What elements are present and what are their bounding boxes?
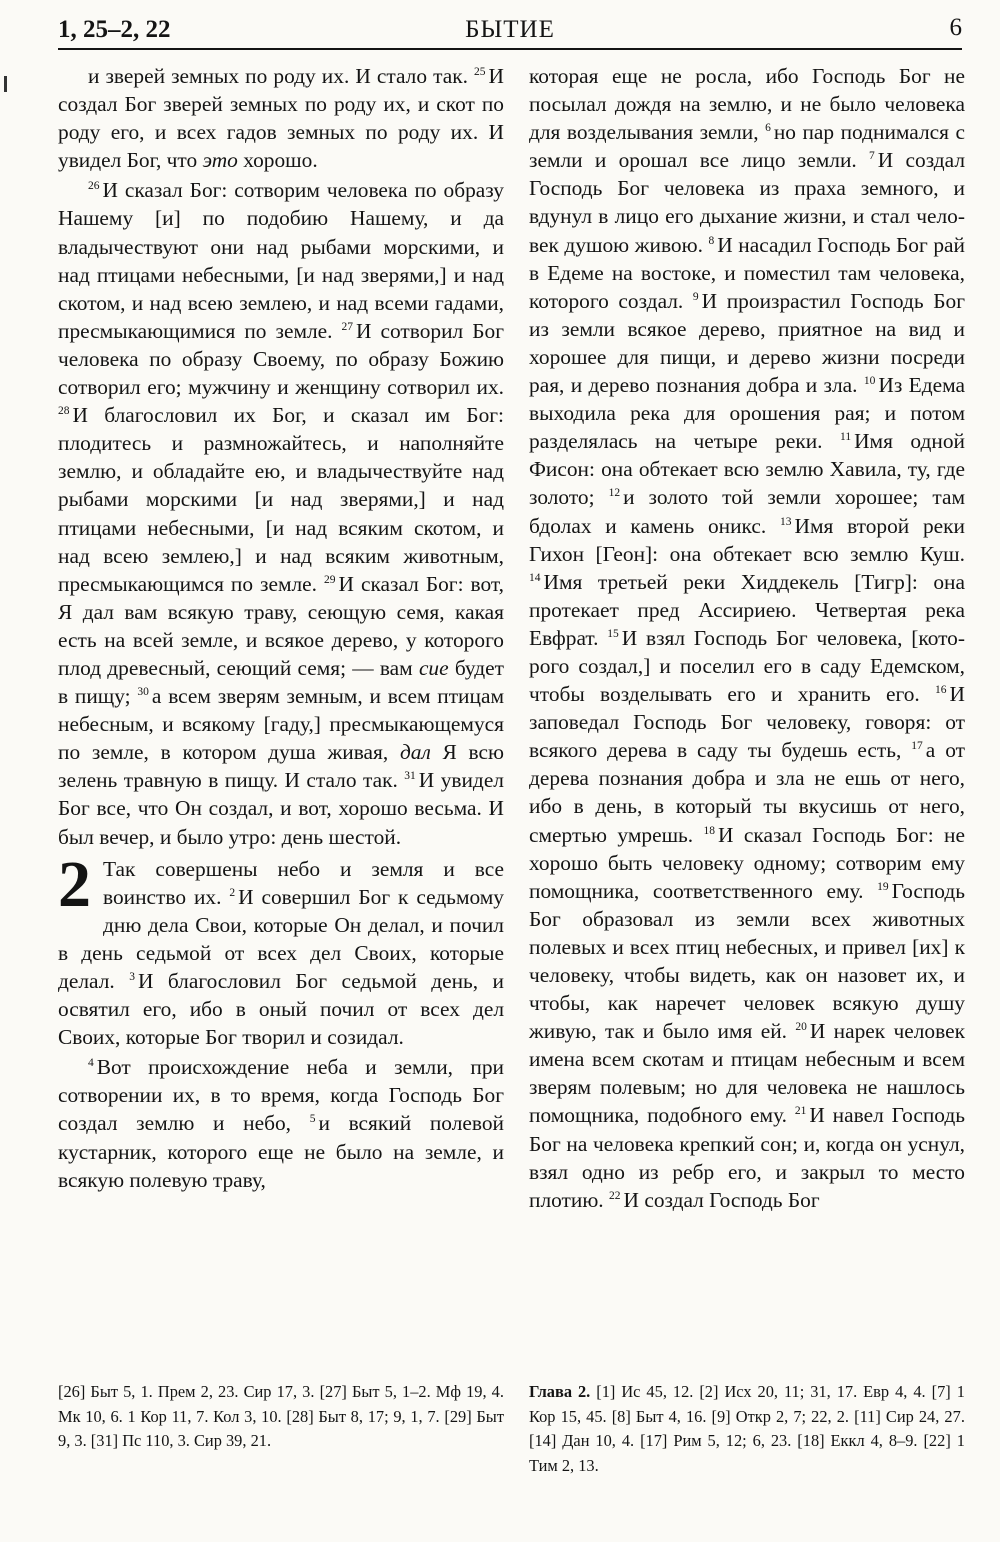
verse-number: 14 [529,571,541,584]
text-run: И произрастил Господь Бог из земли всякое дерево, приятное на вид и хорошее для пищи, и дерево жизни посреди рая, и дерево познания добра и зла. [529,288,965,398]
text-run: Ис 45, 12. [621,1382,694,1401]
verse-number: 18 [703,824,716,837]
text-run: И создал Господь Бог [623,1187,820,1212]
verse-number: 9 [692,290,699,303]
text-run: И навел Господь Бог на человека крепкий сон; и, когда он уснул, взял одно из ребр его, и закрыл то место плотию. [529,1103,965,1212]
running-header [58,10,962,50]
paragraph [58,1053,504,1193]
ref-tag: [27] [319,1382,347,1401]
italic-text: это [202,148,238,173]
ref-tag: [22] [923,1431,951,1450]
text-run: Быт 8, 17; 9, 1, 7. [318,1406,440,1426]
verse-number: 8 [708,234,715,247]
verse-number: 12 [608,487,621,500]
text-run: Пс 110, 3. Сир 39, 21. [122,1431,272,1450]
verse-number: 15 [607,627,619,640]
text-run: 1 Тим 2, 13. [529,1431,965,1475]
text-run: 1 Кор 15, 45. [529,1382,965,1426]
verse-number: 20 [795,1021,807,1034]
text-run: которая еще не росла, ибо Господь Бог не посылал дождя на землю, и не было человека для возделывания земли, [529,64,965,145]
text-run: И сказал Господь Бог: не хорошо быть человеку одному; сотворим ему помощника, соответственного ему. [529,822,965,903]
text-run: Дан 10, 4. [562,1431,635,1450]
text-run: и всякий полевой кустарник, которого еще не было на земле, и всякую полевую траву, [58,1111,504,1192]
verse-number: 10 [863,375,876,388]
ref-tag: [11] [854,1406,881,1426]
text-run: И увидел Бог все, что Он создал, и вот, хорошо весьма. И был вечер, и было утро: день шестой. [58,768,504,849]
paragraph [529,62,965,1214]
verse-number: 22 [609,1189,621,1202]
text-run: Из Едема выходила река для орошения рая; и потом разделялась на четыре реки. [529,373,965,454]
text-run: Имя одной Фисон: она обтекает всю землю Хавила, ту, где золото; [529,429,965,510]
verse-number: 5 [309,1113,316,1126]
text-run: И благословил Бог седьмой день, и освятил его, ибо в оный почил от всех дел Своих, которые Бог творил и созидал. [58,969,505,1050]
text-run: и зверей земных по роду их. И стало так. [87,64,468,88]
text-run: И создал Бог зверей земных по роду их, и скот по роду его, и всех гадов земных по роду их. И увидел Бог, что [58,64,504,173]
verse-number: 17 [911,740,923,753]
text-run: Так совершены небо и земля и все воинство их. [103,856,504,909]
verse-number: 13 [780,515,792,528]
text-run: И благословил их Бог, и сказал им Бог: плодитесь и размножайтесь, и наполняйте землю, и обладайте ею, и владычествуйте над рыбами морскими [и над зверями,] и над птицами небесными, [и над всяким скотом, и над всею землею,] и над всяким животным, пресмыкающимся по земле. [58,403,504,596]
text-run: И совершил Бог к седьмому дню дела Свои, которые Он делал, и почил в день седьмой от всех дел Своих, которые делал. [58,884,504,993]
text-run: Вот происхождение неба и земли, при сотворении их, в то время, когда Господь Бог создал землю и небо, [58,1055,504,1136]
text-run: Откр 2, 7; 22, 2. [735,1406,850,1426]
verse-number: 28 [58,405,70,418]
verse-number: 2 [229,886,236,899]
text-run: Господь Бог образовал из земли всех животных полевых и всех птиц небесных, и привел [их] к человеку, чтобы видеть, как он назовет их, и чтобы, как наречет человек всякую душу живую, так и было имя ей. [529,878,965,1044]
italic-text: сие [418,655,449,680]
ref-tag: [28] [286,1406,314,1426]
verse-number: 26 [87,180,100,193]
text-run: будет в пищу; [58,655,504,709]
text-run: И нарек человек имена всем скотам и птицам небесным и всем зверям полевым; но для человека не нашлось помощника, подобного ему. [529,1019,965,1128]
verse-number: 31 [404,770,416,783]
ref-tag: [2] [699,1382,719,1401]
text-run: Исх 20, 11; 31, 17. Евр 4, 4. [724,1382,926,1401]
text-run: Еккл 4, 8–9. [830,1431,918,1450]
chapter-label: Глава 2. [529,1382,591,1401]
verse-number: 19 [877,880,889,893]
text-run: И создал Господь Бог человека из праха земного, и вдунул в лицо его дыхание жизни, и стал человек душою живою. [529,148,965,257]
verse-number: 27 [341,320,354,333]
text-run: Быт 4, 16. [635,1406,707,1426]
text-run: И сотворил Бог человека по образу Своему, по образу Божию сотворил его; мужчину и женщину сотворил их. [58,318,504,400]
text-run: Быт 5, 1. Прем 2, 23. Сир 17, 3. [90,1382,315,1401]
ref-tag: [26] [58,1382,86,1401]
cross-references-left [58,1380,504,1454]
verse-number: 25 [474,66,486,78]
ref-tag: [8] [611,1406,631,1426]
verse-number: 6 [765,122,771,135]
verse-number: 30 [137,686,149,699]
ref-tag: [29] [444,1406,472,1426]
text-run: Быт 9, 3. [58,1406,504,1450]
verse-number: 3 [129,971,135,983]
paragraph [58,62,504,174]
text-run: но пар поднимался с земли и орошал все лицо земли. [529,120,965,173]
ref-tag: [1] [596,1382,616,1401]
italic-text: дал [399,740,431,765]
ref-tag: [31] [90,1431,119,1450]
margin-mark [4,76,7,92]
text-run: И взял Господь Бог человека, [которого создал,] и поселил его в саду Едемском, чтобы возделывать его и хранить его. [529,625,965,707]
paragraph [58,176,504,850]
text-run: И сказал Бог: сотворим человека по образу Нашему [и] по подобию Нашему, и да владычествуют они над рыбами морскими, и над птицами небесными, [и над зверями,] и над скотом, и над всею землею, и над всеми гадами, пресмыкающимися по земле. [58,178,504,343]
book-title: БЫТИЕ [465,16,555,43]
text-run: Сир 24, 27. [885,1406,965,1426]
verse-number: 21 [794,1105,807,1118]
text-run: И сказал Бог: вот, Я дал вам всякую траву, сеющую семя, какая есть на всей земле, и всякое дерево, у которого плод древесный, сеющий семя; — вам [58,571,504,680]
ref-tag: [9] [711,1406,731,1426]
text-run: Имя третьей реки Хиддекель [Тигр]: она протекает пред Ассириею. Четвертая река Евфрат. [529,569,965,650]
ref-tag: [18] [797,1431,825,1450]
right-column [529,62,965,1214]
text-run: И заповедал Господь Бог человеку, говоря: от всякого дерева в саду ты будешь есть, [529,682,965,763]
verse-number: 11 [840,431,852,444]
text-run: хорошо. [243,148,318,173]
text-run: И насадил Господь Бог рай в Едеме на востоке, и поместил там человека, которого создал. [529,232,965,313]
cross-references-right [529,1380,965,1478]
text-run: и золото той земли хорошее; там бдолах и камень оникс. [529,485,965,538]
chapter-2-opening [58,847,505,1052]
verse-number: 7 [869,150,875,163]
ref-tag: [7] [931,1382,951,1401]
text-run: а всем зверям земным, и всем птицам небесным, и всякому [гаду,] пресмыкающемуся по земле, в котором душа живая, [58,684,504,765]
verse-number: 16 [935,684,947,697]
text-run: Быт 5, 1–2. Мф 19, 4. Мк 10, 6. 1 Кор 11, 7. Кол 3, 10. [58,1382,504,1426]
text-run: а от дерева познания добра и зла не ешь от него, ибо в день, в который ты вкусишь от него, смертью умрешь. [529,738,965,847]
left-column [58,62,504,1194]
verse-number: 29 [324,573,336,586]
text-run: Рим 5, 12; 6, 23. [673,1431,792,1450]
chapter-number: 2 [58,847,91,921]
text-run: Я всю зелень травную в пищу. И стало так. [58,740,504,793]
text-run: Имя второй реки Гихон [Геон]: она обтекает всю землю Куш. [529,513,966,566]
page-number: 6 [949,14,962,41]
ref-tag: [14] [529,1431,557,1450]
ref-tag: [17] [640,1431,668,1450]
verse-number: 4 [87,1057,94,1070]
chapter-verse-range: 1, 25–2, 22 [58,16,171,43]
